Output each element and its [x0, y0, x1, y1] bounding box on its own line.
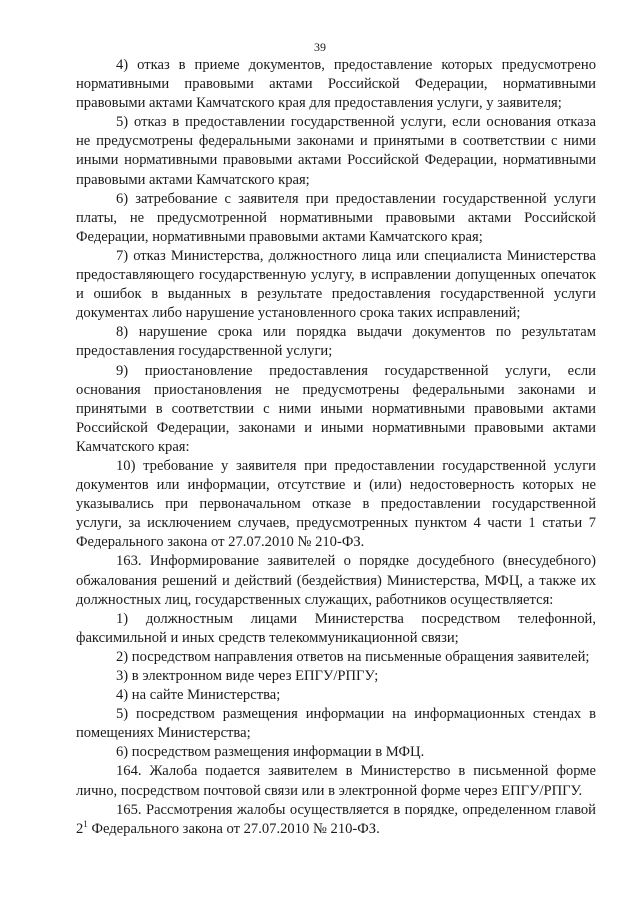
paragraph-item-10: 10) требование у заявителя при предоставлении государственной услуги документов или информации, отсутствие и (или) недостоверность которых не указывались при первоначальном отказе в предоставлении государственной услуги, за исключением случаев, предусмотренных пунктом 4 части 1 статьи 7 Федерального закона от 27.07.2010 № 210-ФЗ.: [76, 457, 596, 551]
paragraph-item-4: 4) отказ в приеме документов, предоставление которых предусмотрено нормативными правовыми актами Российской Федерации, нормативными правовыми актами Камчатского края для предоставления услуги, у заявителя;: [76, 57, 596, 112]
paragraph-165-text-end: Федерального закона от 27.07.2010 № 210-ФЗ.: [87, 820, 380, 837]
paragraph-163-item-1: 1) должностным лицами Министерства посредством телефонной, факсимильной и иных средств телекоммуникационной связи;: [76, 610, 596, 646]
chapter-superscript: 1: [83, 818, 88, 829]
paragraph-163-item-4: 4) на сайте Министерства;: [116, 687, 281, 704]
page-number: 39: [314, 40, 326, 54]
paragraph-165: [76, 801, 596, 839]
paragraph-164: 164. Жалоба подается заявителем в Министерство в письменной форме лично, посредством почтовой связи или в электронной форме через ЕПГУ/РПГУ.: [76, 763, 596, 799]
paragraph-163-item-2: 2) посредством направления ответов на письменные обращения заявителей;: [116, 648, 590, 665]
paragraph-163-item-3: 3) в электронном виде через ЕПГУ/РПГУ;: [116, 668, 379, 684]
paragraph-163-item-5: 5) посредством размещения информации на информационных стендах в помещениях Министерства;: [76, 706, 596, 742]
paragraph-item-6: 6) затребование с заявителя при предоставлении государственной услуги платы, не предусмотренной нормативными правовыми актами Российской Федерации, нормативными правовыми актами Камчатского края;: [76, 190, 596, 245]
paragraph-item-7: 7) отказ Министерства, должностного лица или специалиста Министерства предоставляющего государственную услугу, в исправлении допущенных опечаток и ошибок в выданных в результате предоставления государственной услуги документах либо нарушение установленного срока таких исправлений;: [76, 247, 596, 322]
paragraph-163: 163. Информирование заявителей о порядке досудебного (внесудебного) обжалования решений и действий (бездействия) Министерства, МФЦ, а также их должностных лиц, государственных служащих, работников осуществляется:: [76, 553, 596, 608]
document-body: [76, 56, 596, 839]
paragraph-item-5: 5) отказ в предоставлении государственной услуги, если основания отказа не предусмотрены федеральными законами и принятыми в соответствии с ними иными нормативными правовыми актами Российской Федерации, нормативными правовыми актами Камчатского края;: [76, 114, 596, 188]
paragraph-163-item-6: 6) посредством размещения информации в МФЦ.: [116, 744, 425, 761]
paragraph-165-text: 165. Рассмотрения жалобы осуществляется в порядке, определенном главой 2: [76, 801, 596, 837]
paragraph-item-9: 9) приостановление предоставления государственной услуги, если основания приостановления не предусмотрены федеральными законами и принятыми в соответствии с ними иными нормативными правовыми актами Российской Федерации, законами и иными нормативными правовыми актами Камчатского края:: [76, 362, 596, 455]
paragraph-item-8: 8) нарушение срока или порядка выдачи документов по результатам предоставления государственной услуги;: [76, 324, 596, 360]
